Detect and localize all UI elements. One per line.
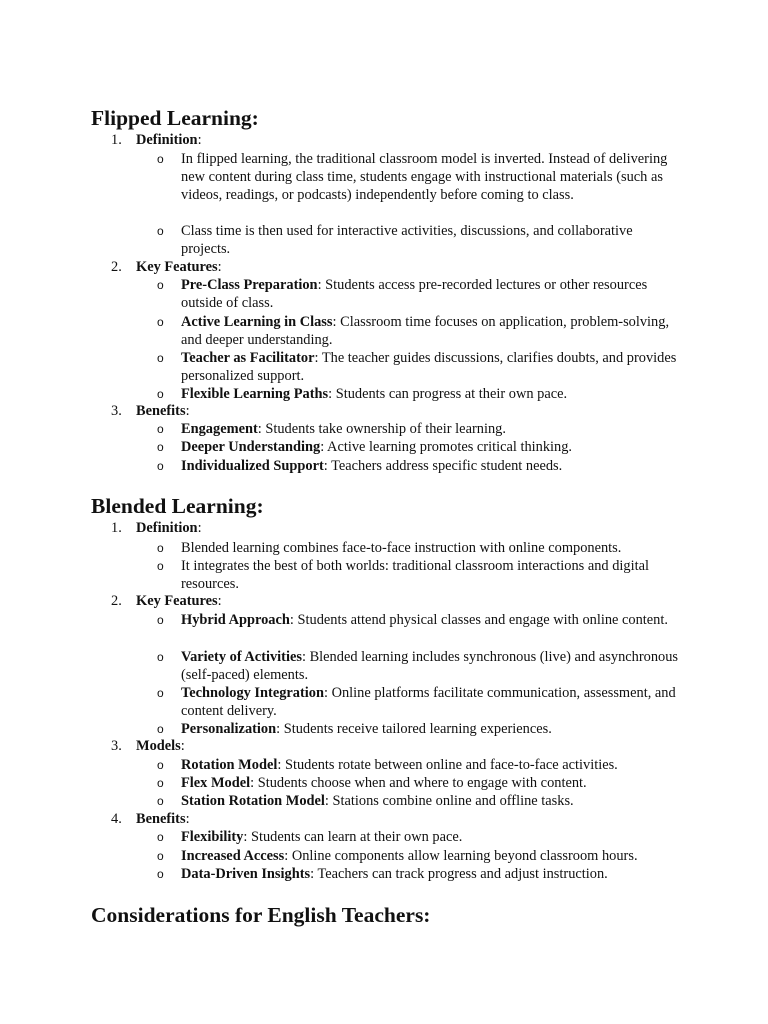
bullet-text xyxy=(181,150,681,205)
bullet-text xyxy=(181,420,681,438)
bullet-description: : Students access pre-recorded lectures or other resources outside of class. xyxy=(181,277,648,312)
item-label: Benefits xyxy=(136,403,186,419)
bullet-term: Increased Access xyxy=(181,848,285,864)
item-heading xyxy=(136,810,190,828)
bullet-description: : The teacher guides discussions, clarifies doubts, and provides personalized support. xyxy=(181,350,677,385)
item-suffix: : xyxy=(180,738,185,754)
bullet-description: Class time is then used for interactive activities, discussions, and collaborative projects. xyxy=(181,223,633,258)
bullet-circle-icon: o xyxy=(157,541,164,555)
bullet-term: Deeper Understanding xyxy=(181,439,321,455)
bullet-term: Flexibility xyxy=(181,829,244,845)
bullet-circle-icon: o xyxy=(157,849,164,863)
bullet-circle-icon: o xyxy=(157,686,164,700)
item-label: Definition xyxy=(136,520,198,536)
bullet-description: : Students take ownership of their learning. xyxy=(257,421,506,437)
bullet-text xyxy=(181,611,681,629)
bullet-description: : Students rotate between online and face-to-face activities. xyxy=(277,757,618,773)
bullet-description: : Online components allow learning beyond classroom hours. xyxy=(284,848,638,864)
section-heading: Blended Learning: xyxy=(91,494,264,518)
bullet-description: : Online platforms facilitate communication, assessment, and content delivery. xyxy=(181,685,676,720)
bullet-text xyxy=(181,792,681,810)
bullet-text xyxy=(181,865,681,883)
bullet-text xyxy=(181,828,681,846)
item-number: 2. xyxy=(111,259,122,275)
bullet-circle-icon: o xyxy=(157,387,164,401)
item-label: Definition xyxy=(136,132,198,148)
bullet-circle-icon: o xyxy=(157,830,164,844)
item-suffix: : xyxy=(217,593,222,609)
bullet-circle-icon: o xyxy=(157,224,164,238)
bullet-term: Engagement xyxy=(181,421,258,437)
bullet-term: Technology Integration xyxy=(181,685,324,701)
bullet-term: Teacher as Facilitator xyxy=(181,350,315,366)
item-suffix: : xyxy=(185,811,190,827)
bullet-text xyxy=(181,756,681,774)
bullet-term: Data-Driven Insights xyxy=(181,866,311,882)
bullet-text xyxy=(181,539,681,557)
bullet-text xyxy=(181,648,681,684)
bullet-term: Flex Model xyxy=(181,775,251,791)
item-suffix: : xyxy=(185,403,190,419)
item-number: 2. xyxy=(111,593,122,609)
bullet-description: : Teachers can track progress and adjust instruction. xyxy=(310,866,608,882)
bullet-description: Blended learning combines face-to-face instruction with online components. xyxy=(181,540,622,556)
bullet-description: In flipped learning, the traditional classroom model is inverted. Instead of delivering new content during class time, students engage with instructional materials (such as videos, readings, or podcasts) independently before coming to class. xyxy=(181,151,668,204)
bullet-text xyxy=(181,385,681,403)
bullet-description: : Students receive tailored learning experiences. xyxy=(276,721,552,737)
bullet-text xyxy=(181,847,681,865)
bullet-term: Active Learning in Class xyxy=(181,314,333,330)
bullet-text xyxy=(181,457,681,475)
bullet-text xyxy=(181,720,681,738)
item-number: 1. xyxy=(111,520,122,536)
item-heading xyxy=(136,737,185,755)
bullet-term: Rotation Model xyxy=(181,757,278,773)
bullet-description: : Teachers address specific student needs. xyxy=(323,458,563,474)
bullet-circle-icon: o xyxy=(157,351,164,365)
bullet-description: : Students attend physical classes and engage with online content. xyxy=(289,612,668,628)
item-number: 4. xyxy=(111,811,122,827)
item-heading xyxy=(136,258,222,276)
bullet-term: Hybrid Approach xyxy=(181,612,290,628)
bullet-text xyxy=(181,222,681,258)
bullet-description: : Students can progress at their own pace. xyxy=(328,386,568,402)
bullet-text xyxy=(181,438,681,456)
item-label: Benefits xyxy=(136,811,186,827)
bullet-description: : Classroom time focuses on application, problem-solving, and deeper understanding. xyxy=(181,314,670,349)
item-heading xyxy=(136,592,222,610)
bullet-text xyxy=(181,313,681,349)
bullet-circle-icon: o xyxy=(157,152,164,166)
item-suffix: : xyxy=(197,520,202,536)
bullet-description: : Students can learn at their own pace. xyxy=(243,829,463,845)
bullet-term: Flexible Learning Paths xyxy=(181,386,329,402)
item-label: Models xyxy=(136,738,181,754)
item-suffix: : xyxy=(217,259,222,275)
bullet-term: Personalization xyxy=(181,721,277,737)
bullet-description: : Stations combine online and offline tasks. xyxy=(324,793,574,809)
bullet-circle-icon: o xyxy=(157,722,164,736)
bullet-text xyxy=(181,684,681,720)
bullet-circle-icon: o xyxy=(157,459,164,473)
bullet-text xyxy=(181,276,681,312)
item-label: Key Features xyxy=(136,259,218,275)
item-heading xyxy=(136,402,190,420)
bullet-term: Station Rotation Model xyxy=(181,793,325,809)
bullet-term: Variety of Activities xyxy=(181,649,302,665)
bullet-description: : Blended learning includes synchronous (live) and asynchronous (self-paced) elements. xyxy=(181,649,679,684)
bullet-text xyxy=(181,557,681,593)
item-number: 3. xyxy=(111,738,122,754)
bullet-circle-icon: o xyxy=(157,559,164,573)
bullet-circle-icon: o xyxy=(157,440,164,454)
item-number: 1. xyxy=(111,132,122,148)
bullet-circle-icon: o xyxy=(157,650,164,664)
bullet-text xyxy=(181,349,681,385)
section-heading: Considerations for English Teachers: xyxy=(91,903,431,927)
bullet-description: It integrates the best of both worlds: traditional classroom interactions and digital resources. xyxy=(181,558,649,593)
item-heading xyxy=(136,519,202,537)
bullet-description: : Active learning promotes critical thinking. xyxy=(320,439,573,455)
item-suffix: : xyxy=(197,132,202,148)
item-heading xyxy=(136,131,202,149)
item-number: 3. xyxy=(111,403,122,419)
bullet-text xyxy=(181,774,681,792)
section-heading: Flipped Learning: xyxy=(91,106,259,130)
bullet-circle-icon: o xyxy=(157,794,164,808)
bullet-term: Individualized Support xyxy=(181,458,324,474)
bullet-circle-icon: o xyxy=(157,278,164,292)
bullet-circle-icon: o xyxy=(157,315,164,329)
bullet-circle-icon: o xyxy=(157,776,164,790)
bullet-circle-icon: o xyxy=(157,422,164,436)
bullet-circle-icon: o xyxy=(157,758,164,772)
bullet-circle-icon: o xyxy=(157,613,164,627)
item-label: Key Features xyxy=(136,593,218,609)
bullet-circle-icon: o xyxy=(157,867,164,881)
bullet-description: : Students choose when and where to engage with content. xyxy=(250,775,587,791)
bullet-term: Pre-Class Preparation xyxy=(181,277,318,293)
